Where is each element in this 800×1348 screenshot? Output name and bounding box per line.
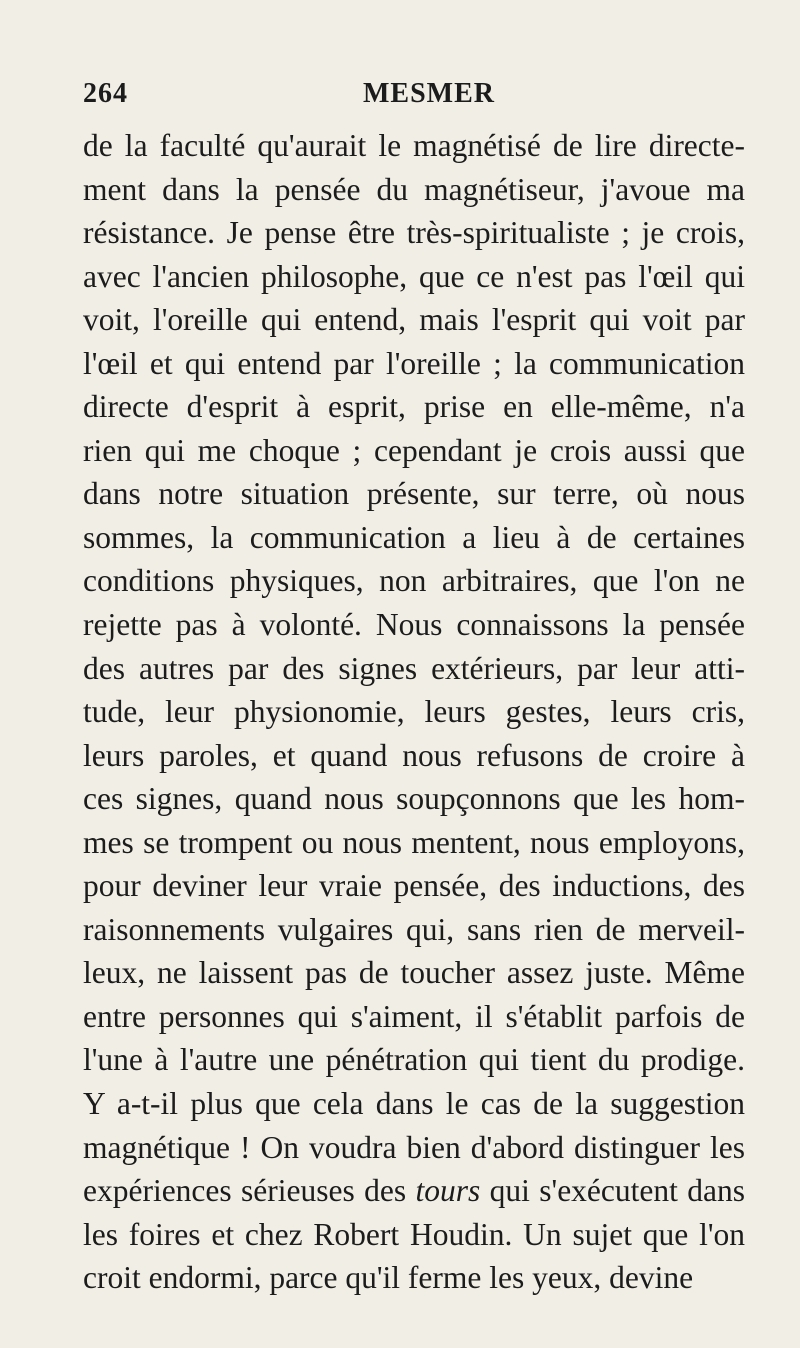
text-line xyxy=(83,1169,745,1213)
text-line: rien qui me choque ; cependant je crois aussi que xyxy=(83,432,745,468)
text-line: directe d'esprit à esprit, prise en elle-même, n'a xyxy=(83,389,745,425)
text-line: les foires et chez Robert Houdin. Un sujet que l'on xyxy=(83,1216,745,1252)
running-title: MESMER xyxy=(363,78,495,109)
text-line: leurs paroles, et quand nous refusons de croire à xyxy=(83,737,745,773)
text-line: pour deviner leur vraie pensée, des inductions, des xyxy=(83,868,745,904)
text-line: ment dans la pensée du magnétiseur, j'avoue ma xyxy=(83,171,745,207)
text-line: voit, l'oreille qui entend, mais l'esprit qui voit par xyxy=(83,302,745,338)
text-line: l'une à l'autre une pénétration qui tient du prodige. xyxy=(83,1042,745,1078)
text-line: Y a-t-il plus que cela dans le cas de la suggestion xyxy=(83,1086,745,1122)
text-line: sommes, la communication a lieu à de certaines xyxy=(83,519,745,555)
text-line: conditions physiques, non arbitraires, que l'on ne xyxy=(83,563,745,599)
text-line: avec l'ancien philosophe, que ce n'est pas l'œil qui xyxy=(83,258,745,294)
body-text xyxy=(83,124,745,1300)
text-line: magnétique ! On voudra bien d'abord distinguer les xyxy=(83,1129,745,1165)
text-line: dans notre situation présente, sur terre, où nous xyxy=(83,476,745,512)
text-line: rejette pas à volonté. Nous connaissons la pensée xyxy=(83,607,745,643)
text-line: croit endormi, parce qu'il ferme les yeux, devine xyxy=(83,1260,694,1296)
text-line: tude, leur physionomie, leurs gestes, leurs cris, xyxy=(83,694,745,730)
page-number: 264 xyxy=(83,78,128,109)
text-line: raisonnements vulgaires qui, sans rien de merveil- xyxy=(83,911,745,947)
text-line: des autres par des signes extérieurs, par leur atti- xyxy=(83,650,745,686)
text-line: de la faculté qu'aurait le magnétisé de lire directe- xyxy=(83,128,745,163)
text-fragment: expériences sérieuses des xyxy=(83,1173,416,1209)
text-line: entre personnes qui s'aiment, il s'établit parfois de xyxy=(83,998,745,1034)
text-line: résistance. Je pense être très-spiritualiste ; je crois, xyxy=(83,215,745,251)
text-line: ces signes, quand nous soupçonnons que les hom- xyxy=(83,781,745,817)
text-fragment: qui s'exécutent dans xyxy=(480,1173,745,1209)
text-line: leux, ne laissent pas de toucher assez juste. Même xyxy=(83,955,745,991)
text-line: l'œil et qui entend par l'oreille ; la communication xyxy=(83,345,745,381)
page-header xyxy=(83,78,745,118)
italic-word: tours xyxy=(415,1173,481,1209)
text-line: mes se trompent ou nous mentent, nous employons, xyxy=(83,824,745,860)
